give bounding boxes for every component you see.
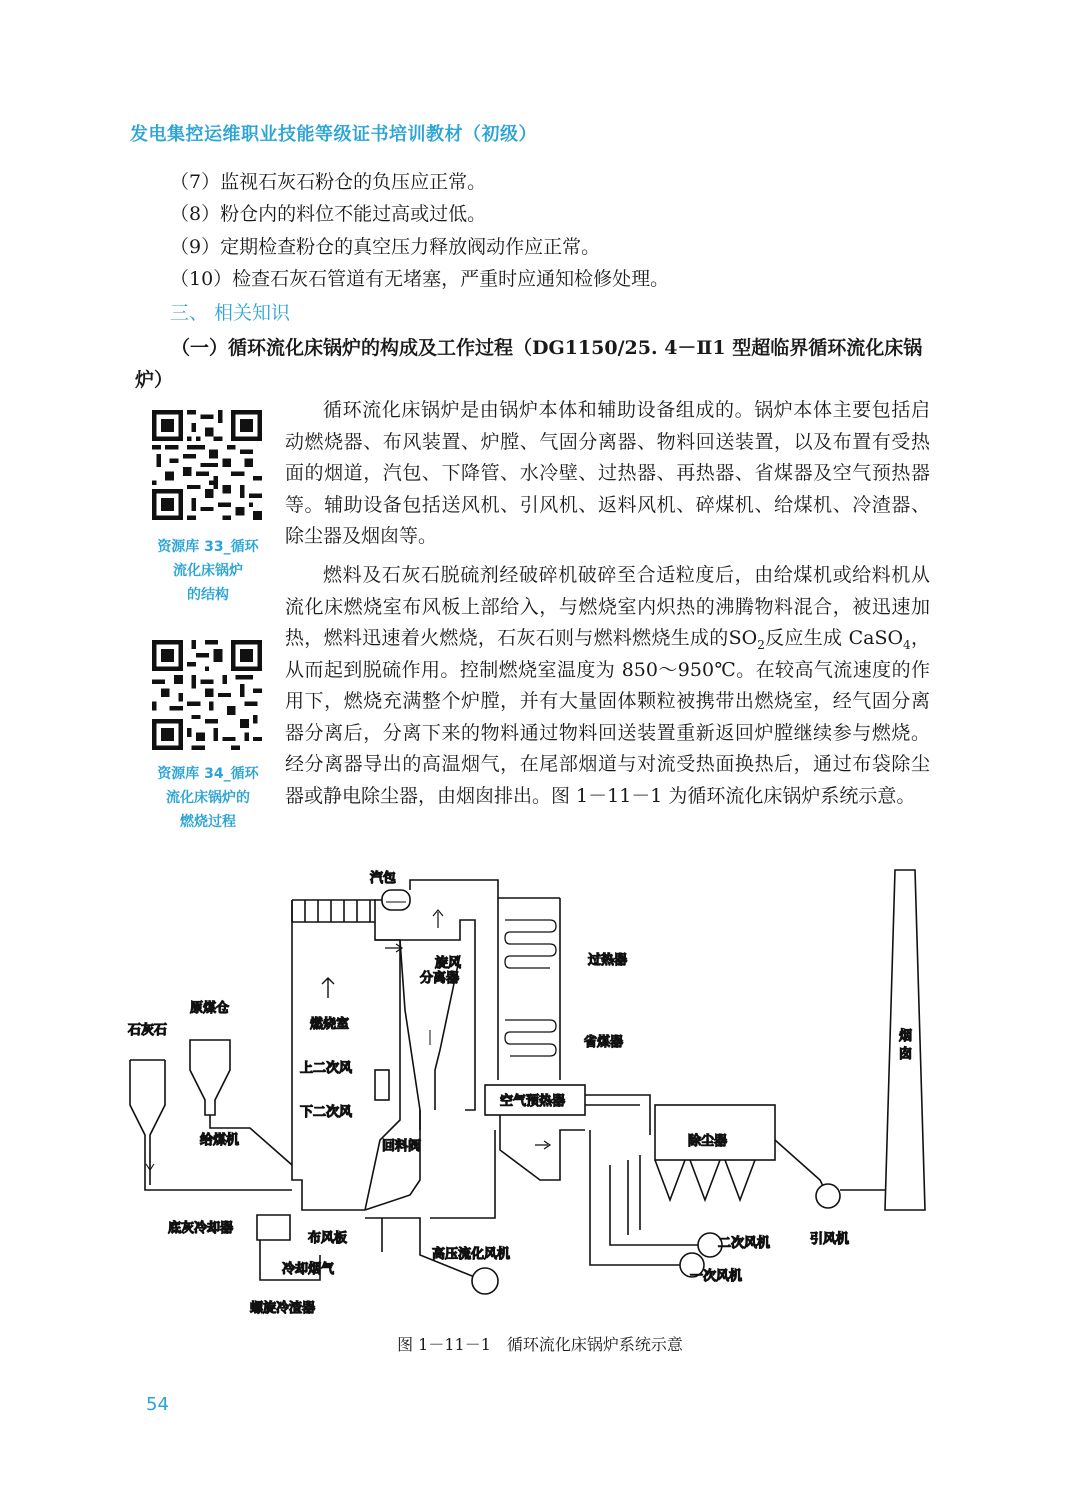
drum-label: 汽包	[370, 871, 397, 886]
cyclone-label: 旋风	[435, 956, 462, 971]
coal-feeder-label: 给煤机	[200, 1133, 240, 1148]
chimney	[840, 870, 925, 1210]
primary-fan-label: 一次风机	[690, 1269, 743, 1284]
figure-caption: 图 1－11－1 循环流化床锅炉系统示意	[397, 1335, 683, 1354]
hp-blower-label: 高压流化风机	[432, 1247, 511, 1262]
paragraph-composition: 循环流化床锅炉是由锅炉本体和辅助设备组成的。锅炉本体主要包括启动燃烧器、布风装置、炉膛、气固分离器、物料回送装置，以及布置有受热面的烟道，汽包、下降管、水冷壁、过热器、再热器、省煤器及空气预热器等。辅助设备包括送风机、引风机、返料风机、碎煤机、给煤机、冷渣器、除尘器及烟囱等。	[285, 399, 930, 547]
limestone-label: 石灰石	[128, 1023, 168, 1038]
qr-code-icon[interactable]	[152, 640, 262, 750]
paragraph-process: 燃料及石灰石脱硫剂经破碎机破碎至合适粒度后，由给煤机或给料机从流化床燃烧室布风板上部给入，与燃烧室内炽热的沸腾物料混合，被迅速加热，燃料迅速着火燃烧，石灰石则与燃料燃烧生成的$SO_2$反应生成 CaSO$_4$，从而起到脱硫作用。控制燃烧室温度为 850～950℃。在较高气流速度的作用下，燃烧充满整个炉膛，并有大量固体颗粒被携带出燃烧室，经气固分离器分离后，分离下来的物料通过物料回送装置重新返回炉膛继续参与燃烧。经分离器导出的高温烟气，在尾部烟道与对流受热面换热后，通过布袋除尘器或静电除尘器，由烟囱排出。图 1－11－1 为循环流化床锅炉系统示意。	[285, 564, 930, 807]
subsection-heading: （一）循环流化床锅炉的构成及工作过程（DG1150/25. 4－Ⅱ1 型超临界循环流化床锅炉）	[135, 337, 923, 391]
economizer-label: 省煤器	[584, 1035, 624, 1050]
running-header: 发电集控运维职业技能等级证书培训教材（初级）	[130, 124, 537, 145]
loop-seal-label: 回料阀	[382, 1139, 422, 1154]
qr-caption-line: 资源库 34_循环	[157, 766, 259, 782]
qr-caption-line: 流化床锅炉	[173, 563, 243, 579]
air-preheater-label: 空气预热器	[500, 1094, 566, 1109]
coal-bin-label: 原煤仓	[190, 1001, 230, 1016]
cyclone-label: 分离器	[420, 971, 460, 986]
section-heading: 三、 相关知识	[170, 302, 291, 324]
cooling-gas-label: 冷却烟气	[282, 1262, 335, 1277]
list-item: （8）粉仓内的料位不能过高或过低。	[170, 203, 487, 225]
qr-caption	[148, 762, 268, 834]
screw-cooler-label: 螺旋冷渣器	[250, 1301, 316, 1316]
furnace	[292, 900, 400, 1210]
ash-cooler-label: 底灰冷却器	[168, 1221, 234, 1236]
bins	[130, 1040, 292, 1190]
qr-caption-line: 资源库 33_循环	[157, 539, 259, 555]
lower-secondary-air-label: 下二次风	[300, 1105, 353, 1120]
qr-caption-line: 流化床锅炉的	[166, 790, 250, 806]
furnace-label: 燃烧室	[310, 1017, 350, 1032]
distributor-label: 布风板	[308, 1231, 348, 1246]
qr-caption-line: 燃烧过程	[180, 814, 236, 830]
cfb-boiler-diagram	[120, 860, 940, 1320]
chimney-label: 囱	[899, 1047, 913, 1062]
list-item: （7）监视石灰石粉仓的负压应正常。	[170, 171, 487, 193]
backpass	[498, 898, 608, 1080]
page-number: 54	[146, 1394, 169, 1415]
dust-collector-label: 除尘器	[688, 1134, 728, 1149]
dust-collector	[655, 1105, 840, 1208]
id-fan-label: 引风机	[810, 1232, 850, 1247]
qr-caption-line: 的结构	[187, 587, 229, 603]
qr-caption	[148, 535, 268, 607]
list-item: （9）定期检查粉仓的真空压力释放阀动作应正常。	[170, 236, 601, 258]
qr-code-icon[interactable]	[152, 410, 262, 520]
list-item: （10）检查石灰石管道有无堵塞，严重时应通知检修处理。	[170, 268, 670, 290]
chimney-label: 烟	[899, 1029, 913, 1044]
superheater-label: 过热器	[588, 953, 628, 968]
upper-secondary-air-label: 上二次风	[300, 1061, 353, 1076]
secondary-fan-label: 二次风机	[718, 1236, 771, 1251]
cyclone	[365, 910, 475, 1210]
